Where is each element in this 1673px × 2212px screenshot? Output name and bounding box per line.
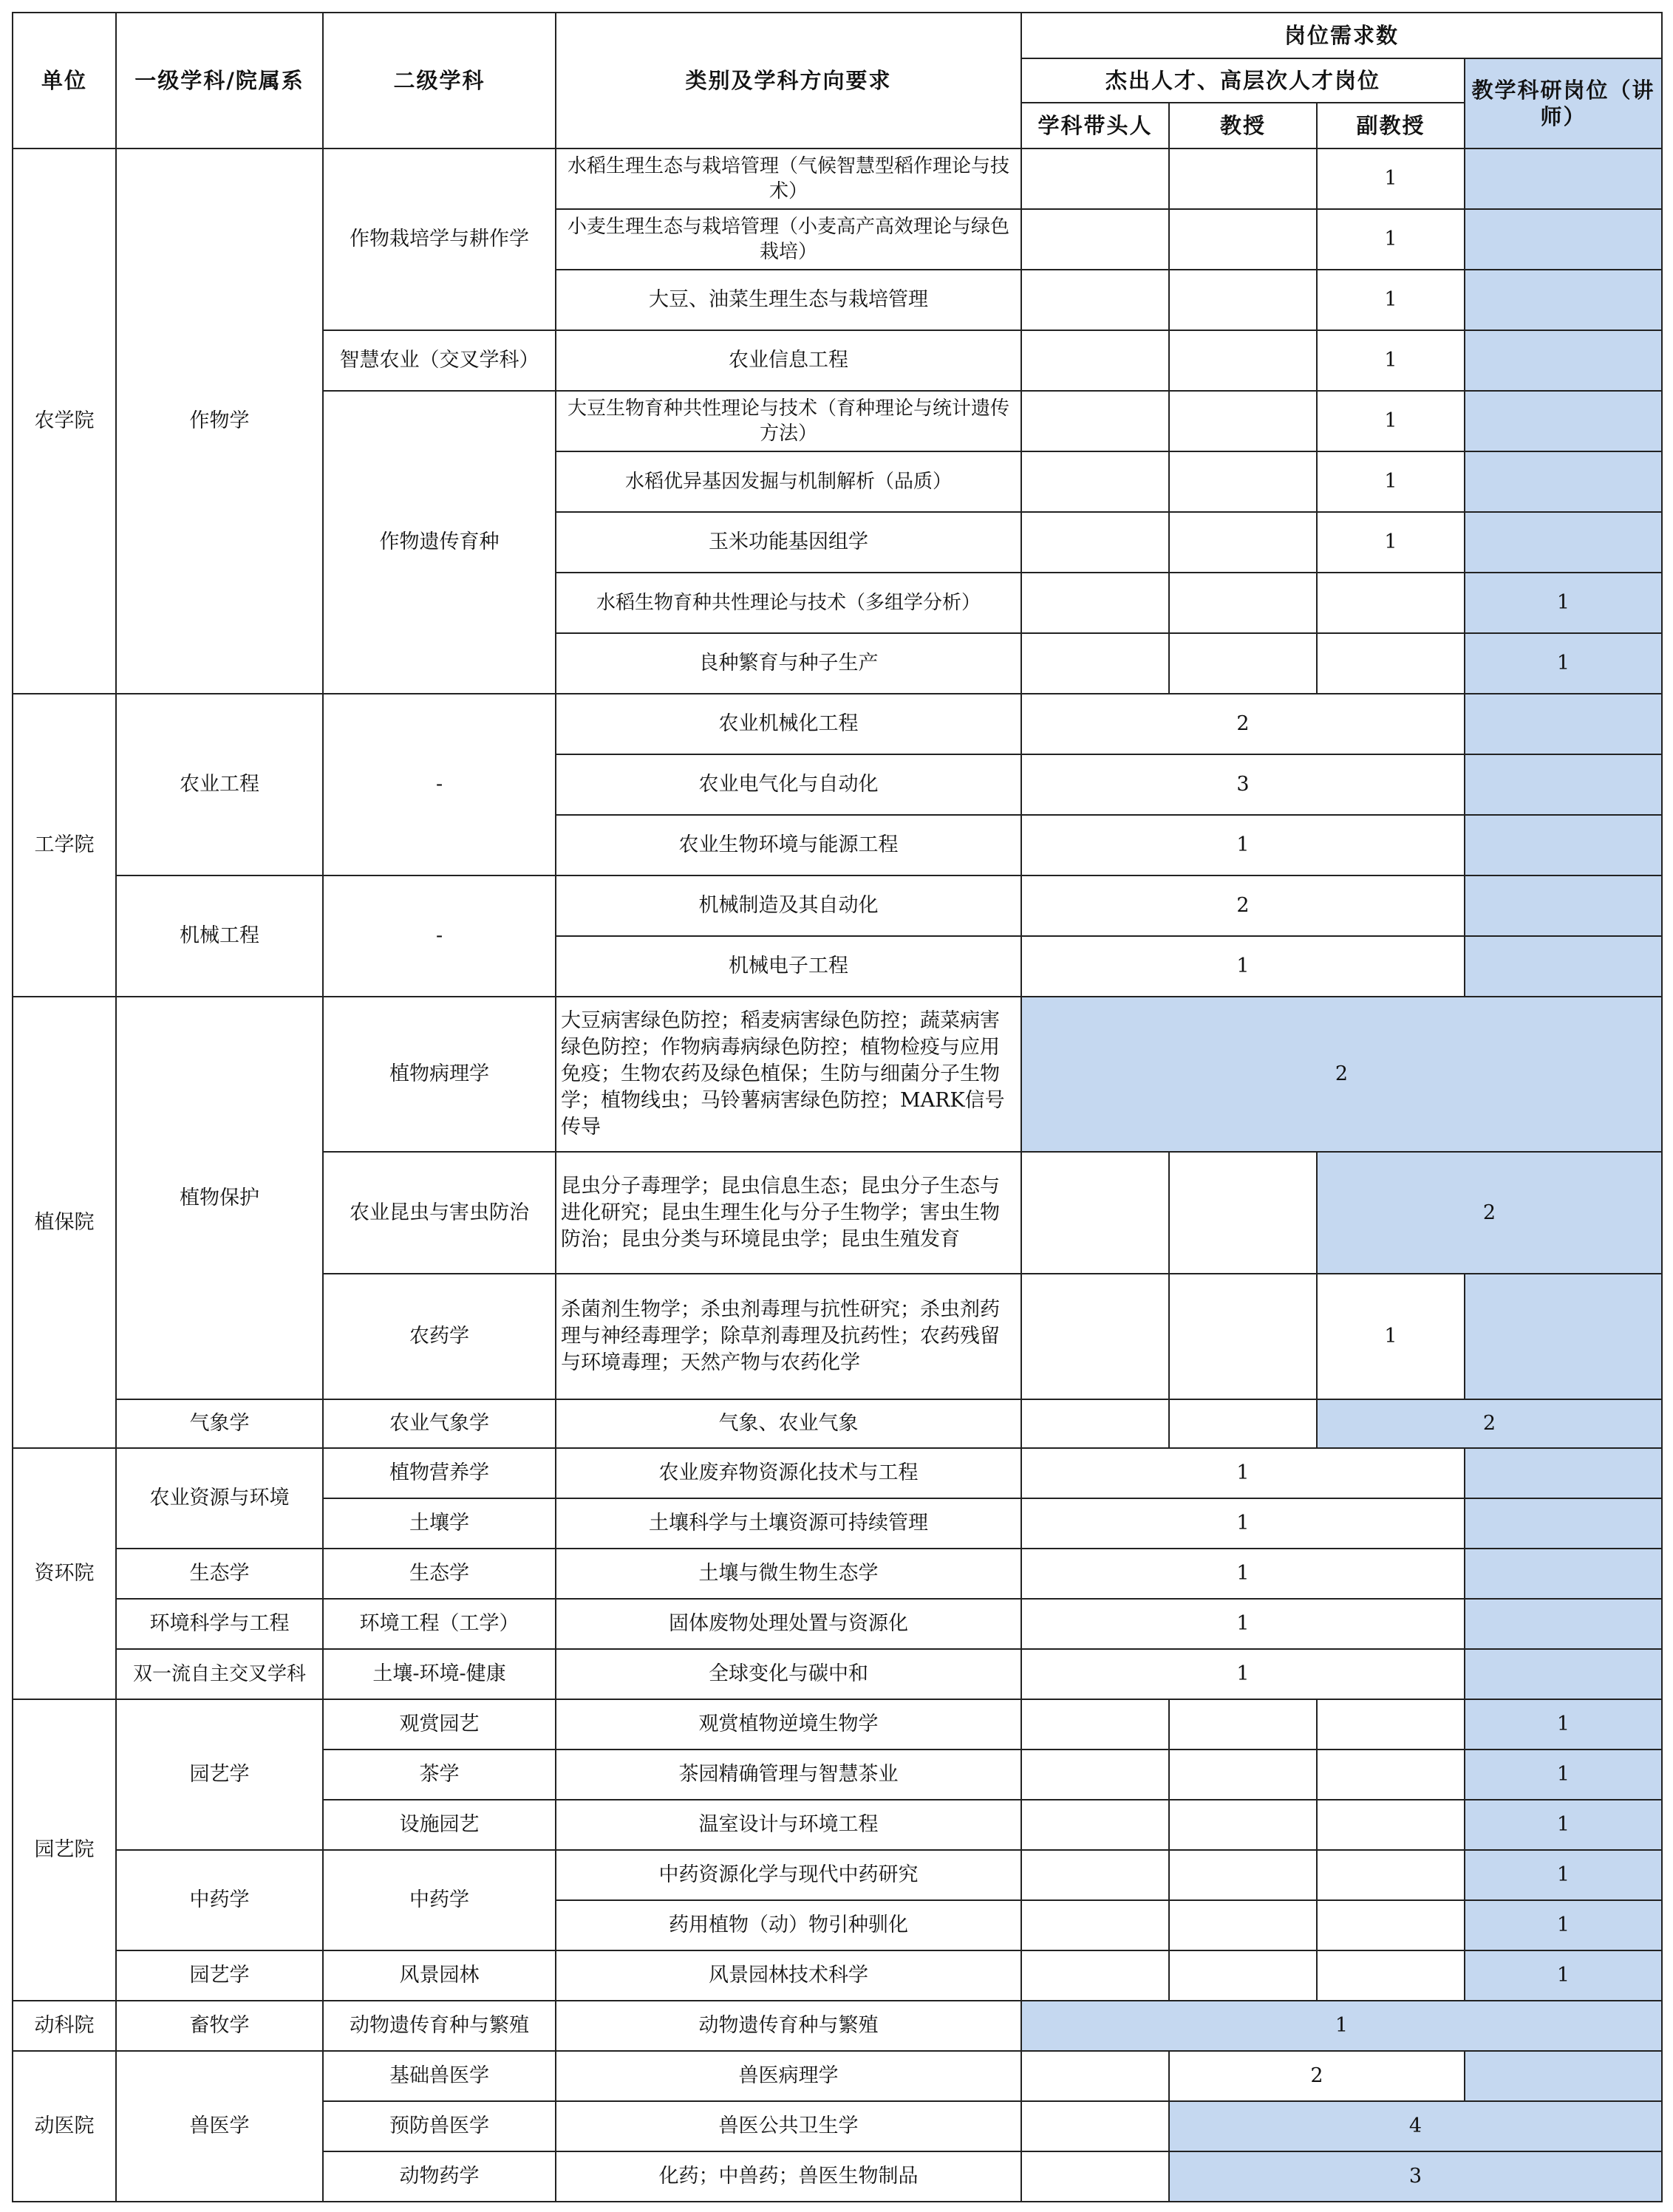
leader-count xyxy=(1021,2151,1169,2202)
teaching-count xyxy=(1465,149,1662,209)
unit-cell: 植保院 xyxy=(13,997,116,1448)
category-cell: 水稻优异基因发掘与机制解析（品质） xyxy=(556,451,1021,512)
teaching-count xyxy=(1465,754,1662,815)
leader-count xyxy=(1021,451,1169,512)
table-row xyxy=(13,149,1662,209)
recruitment-table xyxy=(12,12,1663,2202)
category-cell: 农业机械化工程 xyxy=(556,694,1021,754)
first-discipline-cell: 园艺学 xyxy=(116,1950,323,2001)
teaching-count xyxy=(1465,815,1662,875)
table-row xyxy=(13,1448,1662,1498)
category-cell: 土壤科学与土壤资源可持续管理 xyxy=(556,1498,1021,1549)
first-discipline-cell: 农业工程 xyxy=(116,694,323,875)
professor-count xyxy=(1169,330,1317,391)
second-discipline-cell: 作物栽培学与耕作学 xyxy=(323,149,556,330)
category-cell: 玉米功能基因组学 xyxy=(556,512,1021,573)
teaching-count xyxy=(1465,209,1662,270)
teaching-count xyxy=(1465,330,1662,391)
second-discipline-cell: 农业昆虫与害虫防治 xyxy=(323,1152,556,1274)
talent-count: 1 xyxy=(1021,1599,1465,1649)
table-row xyxy=(13,1549,1662,1599)
category-cell: 气象、农业气象 xyxy=(556,1399,1021,1448)
assoc-professor-count xyxy=(1317,1699,1465,1750)
teaching-count xyxy=(1465,1649,1662,1699)
second-discipline-cell: 动物药学 xyxy=(323,2151,556,2202)
category-cell: 土壤与微生物生态学 xyxy=(556,1549,1021,1599)
assoc-professor-count xyxy=(1317,1850,1465,1900)
leader-count xyxy=(1021,209,1169,270)
professor-count xyxy=(1169,1274,1317,1399)
professor-count xyxy=(1169,512,1317,573)
teaching-count: 1 xyxy=(1465,1900,1662,1950)
first-discipline-cell: 作物学 xyxy=(116,149,323,694)
leader-count xyxy=(1021,633,1169,694)
header-unit: 单位 xyxy=(13,13,116,149)
professor-count xyxy=(1169,1750,1317,1800)
professor-count xyxy=(1169,1900,1317,1950)
category-cell: 昆虫分子毒理学；昆虫信息生态；昆虫分子生态与进化研究；昆虫生理生化与分子生物学；害虫生物防治；昆虫分类与环境昆虫学；昆虫生殖发育 xyxy=(556,1152,1021,1274)
table-row xyxy=(13,1599,1662,1649)
professor-count xyxy=(1169,149,1317,209)
second-discipline-cell: 环境工程（工学） xyxy=(323,1599,556,1649)
second-discipline-cell: 中药学 xyxy=(323,1850,556,1950)
professor-count xyxy=(1169,270,1317,330)
first-discipline-cell: 机械工程 xyxy=(116,875,323,997)
professor-count xyxy=(1169,1152,1317,1274)
professor-count xyxy=(1169,209,1317,270)
table-row xyxy=(13,1699,1662,1750)
leader-count xyxy=(1021,270,1169,330)
leader-count xyxy=(1021,149,1169,209)
leader-count xyxy=(1021,2051,1169,2101)
teaching-count xyxy=(1465,451,1662,512)
second-discipline-cell: 预防兽医学 xyxy=(323,2101,556,2151)
table-row xyxy=(13,2051,1662,2101)
table-row xyxy=(13,875,1662,936)
category-cell: 水稻生物育种共性理论与技术（多组学分析） xyxy=(556,573,1021,633)
first-discipline-cell: 畜牧学 xyxy=(116,2001,323,2051)
category-cell: 农业电气化与自动化 xyxy=(556,754,1021,815)
professor-count xyxy=(1169,633,1317,694)
unit-cell: 园艺院 xyxy=(13,1699,116,2001)
teaching-count xyxy=(1465,936,1662,997)
assoc-professor-count xyxy=(1317,1950,1465,2001)
leader-count xyxy=(1021,1900,1169,1950)
first-discipline-cell: 中药学 xyxy=(116,1850,323,1950)
second-discipline-cell: 植物营养学 xyxy=(323,1448,556,1498)
professor-count xyxy=(1169,1800,1317,1850)
assoc-professor-count: 1 xyxy=(1317,451,1465,512)
professor-count xyxy=(1169,1850,1317,1900)
leader-count xyxy=(1021,1274,1169,1399)
second-discipline-cell: 智慧农业（交叉学科） xyxy=(323,330,556,391)
talent-count: 1 xyxy=(1021,936,1465,997)
talent-count: 1 xyxy=(1021,1448,1465,1498)
teaching-count xyxy=(1465,1599,1662,1649)
category-cell: 观赏植物逆境生物学 xyxy=(556,1699,1021,1750)
assoc-professor-count xyxy=(1317,1900,1465,1950)
assoc-professor-count xyxy=(1317,573,1465,633)
professor-count xyxy=(1169,1699,1317,1750)
combined-count: 4 xyxy=(1169,2101,1662,2151)
first-discipline-cell: 园艺学 xyxy=(116,1699,323,1850)
header-leader: 学科带头人 xyxy=(1021,103,1169,149)
assoc-professor-count: 1 xyxy=(1317,391,1465,451)
leader-count xyxy=(1021,330,1169,391)
leader-count xyxy=(1021,512,1169,573)
category-cell: 大豆、油菜生理生态与栽培管理 xyxy=(556,270,1021,330)
teaching-count: 1 xyxy=(1465,573,1662,633)
unit-cell: 工学院 xyxy=(13,694,116,997)
talent-count: 1 xyxy=(1021,1549,1465,1599)
second-discipline-cell: 农业气象学 xyxy=(323,1399,556,1448)
category-cell: 温室设计与环境工程 xyxy=(556,1800,1021,1850)
first-discipline-cell: 农业资源与环境 xyxy=(116,1448,323,1549)
category-cell: 大豆病害绿色防控；稻麦病害绿色防控；蔬菜病害绿色防控；作物病毒病绿色防控；植物检疫与应用免疫；生物农药及绿色植保；生防与细菌分子生物学；植物线虫；马铃薯病害绿色防控；MARK信号传导 xyxy=(556,997,1021,1152)
table-row xyxy=(13,694,1662,754)
professor-count xyxy=(1169,391,1317,451)
combined-count: 1 xyxy=(1021,2001,1662,2051)
category-cell: 全球变化与碳中和 xyxy=(556,1649,1021,1699)
assoc-professor-count: 1 xyxy=(1317,330,1465,391)
unit-cell: 动科院 xyxy=(13,2001,116,2051)
assoc-professor-count xyxy=(1317,1800,1465,1850)
assoc-professor-count: 1 xyxy=(1317,209,1465,270)
leader-count xyxy=(1021,573,1169,633)
second-discipline-cell: 植物病理学 xyxy=(323,997,556,1152)
assoc-professor-count: 1 xyxy=(1317,1274,1465,1399)
second-discipline-cell: 土壤学 xyxy=(323,1498,556,1549)
second-discipline-cell: 观赏园艺 xyxy=(323,1699,556,1750)
teaching-count xyxy=(1465,270,1662,330)
unit-cell: 动医院 xyxy=(13,2051,116,2202)
category-cell: 风景园林技术科学 xyxy=(556,1950,1021,2001)
category-cell: 水稻生理生态与栽培管理（气候智慧型稻作理论与技术） xyxy=(556,149,1021,209)
combined-count: 3 xyxy=(1169,2151,1662,2202)
second-discipline-cell: 设施园艺 xyxy=(323,1800,556,1850)
second-discipline-cell: - xyxy=(323,875,556,997)
category-cell: 化药；中兽药；兽医生物制品 xyxy=(556,2151,1021,2202)
assoc-professor-count: 1 xyxy=(1317,149,1465,209)
teaching-count xyxy=(1465,1448,1662,1498)
talent-count: 2 xyxy=(1021,875,1465,936)
teaching-count xyxy=(1465,1549,1662,1599)
teaching-count xyxy=(1465,1498,1662,1549)
leader-count xyxy=(1021,391,1169,451)
unit-cell: 农学院 xyxy=(13,149,116,694)
second-discipline-cell: 作物遗传育种 xyxy=(323,391,556,694)
category-cell: 农业信息工程 xyxy=(556,330,1021,391)
category-cell: 杀菌剂生物学；杀虫剂毒理与抗性研究；杀虫剂药理与神经毒理学；除草剂毒理及抗药性；农药残留与环境毒理；天然产物与农药化学 xyxy=(556,1274,1021,1399)
first-discipline-cell: 植物保护 xyxy=(116,997,323,1399)
leader-count xyxy=(1021,1699,1169,1750)
second-discipline-cell: 土壤-环境-健康 xyxy=(323,1649,556,1699)
leader-count xyxy=(1021,1152,1169,1274)
teaching-count: 1 xyxy=(1465,1699,1662,1750)
header-assoc-professor: 副教授 xyxy=(1317,103,1465,149)
professor-count xyxy=(1169,1399,1317,1448)
talent-count: 1 xyxy=(1021,815,1465,875)
teaching-count: 1 xyxy=(1465,1950,1662,2001)
professor-count xyxy=(1169,451,1317,512)
teaching-count: 1 xyxy=(1465,1800,1662,1850)
teaching-count xyxy=(1465,2051,1662,2101)
leader-count xyxy=(1021,1850,1169,1900)
category-cell: 机械制造及其自动化 xyxy=(556,875,1021,936)
first-discipline-cell: 兽医学 xyxy=(116,2051,323,2202)
assoc-professor-count: 1 xyxy=(1317,270,1465,330)
combined-count: 2 xyxy=(1317,1152,1662,1274)
teaching-count: 1 xyxy=(1465,633,1662,694)
category-cell: 兽医公共卫生学 xyxy=(556,2101,1021,2151)
talent-count: 1 xyxy=(1021,1498,1465,1549)
header-first-discipline: 一级学科/院属系 xyxy=(116,13,323,149)
table-row xyxy=(13,1399,1662,1448)
teaching-count xyxy=(1465,694,1662,754)
teaching-count xyxy=(1465,512,1662,573)
second-discipline-cell: 茶学 xyxy=(323,1750,556,1800)
second-discipline-cell: 农药学 xyxy=(323,1274,556,1399)
category-cell: 小麦生理生态与栽培管理（小麦高产高效理论与绿色栽培） xyxy=(556,209,1021,270)
second-discipline-cell: 动物遗传育种与繁殖 xyxy=(323,2001,556,2051)
header-talent: 杰出人才、高层次人才岗位 xyxy=(1021,58,1465,103)
second-discipline-cell: - xyxy=(323,694,556,875)
first-discipline-cell: 环境科学与工程 xyxy=(116,1599,323,1649)
professor-count xyxy=(1169,1950,1317,2001)
header-second-discipline: 二级学科 xyxy=(323,13,556,149)
first-discipline-cell: 气象学 xyxy=(116,1399,323,1448)
teaching-count xyxy=(1465,875,1662,936)
leader-count xyxy=(1021,2101,1169,2151)
second-discipline-cell: 基础兽医学 xyxy=(323,2051,556,2101)
unit-cell: 资环院 xyxy=(13,1448,116,1699)
second-discipline-cell: 生态学 xyxy=(323,1549,556,1599)
category-cell: 大豆生物育种共性理论与技术（育种理论与统计遗传方法） xyxy=(556,391,1021,451)
category-cell: 茶园精确管理与智慧茶业 xyxy=(556,1750,1021,1800)
table-row xyxy=(13,1649,1662,1699)
category-cell: 农业生物环境与能源工程 xyxy=(556,815,1021,875)
category-cell: 药用植物（动）物引种驯化 xyxy=(556,1900,1021,1950)
header-teaching: 教学科研岗位（讲师） xyxy=(1465,58,1662,149)
category-cell: 动物遗传育种与繁殖 xyxy=(556,2001,1021,2051)
header-category: 类别及学科方向要求 xyxy=(556,13,1021,149)
table-row xyxy=(13,997,1662,1152)
header-professor: 教授 xyxy=(1169,103,1317,149)
talent-count: 1 xyxy=(1021,1649,1465,1699)
teaching-count: 1 xyxy=(1465,1850,1662,1900)
second-discipline-cell: 风景园林 xyxy=(323,1950,556,2001)
talent-count: 2 xyxy=(1021,694,1465,754)
leader-count xyxy=(1021,1800,1169,1850)
assoc-professor-count: 1 xyxy=(1317,512,1465,573)
category-cell: 机械电子工程 xyxy=(556,936,1021,997)
leader-count xyxy=(1021,1750,1169,1800)
category-cell: 固体废物处理处置与资源化 xyxy=(556,1599,1021,1649)
talent-count: 2 xyxy=(1169,2051,1465,2101)
category-cell: 中药资源化学与现代中药研究 xyxy=(556,1850,1021,1900)
combined-count: 2 xyxy=(1317,1399,1662,1448)
teaching-count xyxy=(1465,1274,1662,1399)
header-demand: 岗位需求数 xyxy=(1021,13,1662,58)
assoc-professor-count xyxy=(1317,1750,1465,1800)
leader-count xyxy=(1021,1399,1169,1448)
table-row xyxy=(13,1850,1662,1900)
assoc-professor-count xyxy=(1317,633,1465,694)
first-discipline-cell: 双一流自主交叉学科 xyxy=(116,1649,323,1699)
first-discipline-cell: 生态学 xyxy=(116,1549,323,1599)
category-cell: 兽医病理学 xyxy=(556,2051,1021,2101)
teaching-count: 1 xyxy=(1465,1750,1662,1800)
category-cell: 农业废弃物资源化技术与工程 xyxy=(556,1448,1021,1498)
table-row xyxy=(13,1950,1662,2001)
table-row xyxy=(13,2001,1662,2051)
leader-count xyxy=(1021,1950,1169,2001)
talent-count: 3 xyxy=(1021,754,1465,815)
professor-count xyxy=(1169,573,1317,633)
combined-count: 2 xyxy=(1021,997,1662,1152)
category-cell: 良种繁育与种子生产 xyxy=(556,633,1021,694)
teaching-count xyxy=(1465,391,1662,451)
